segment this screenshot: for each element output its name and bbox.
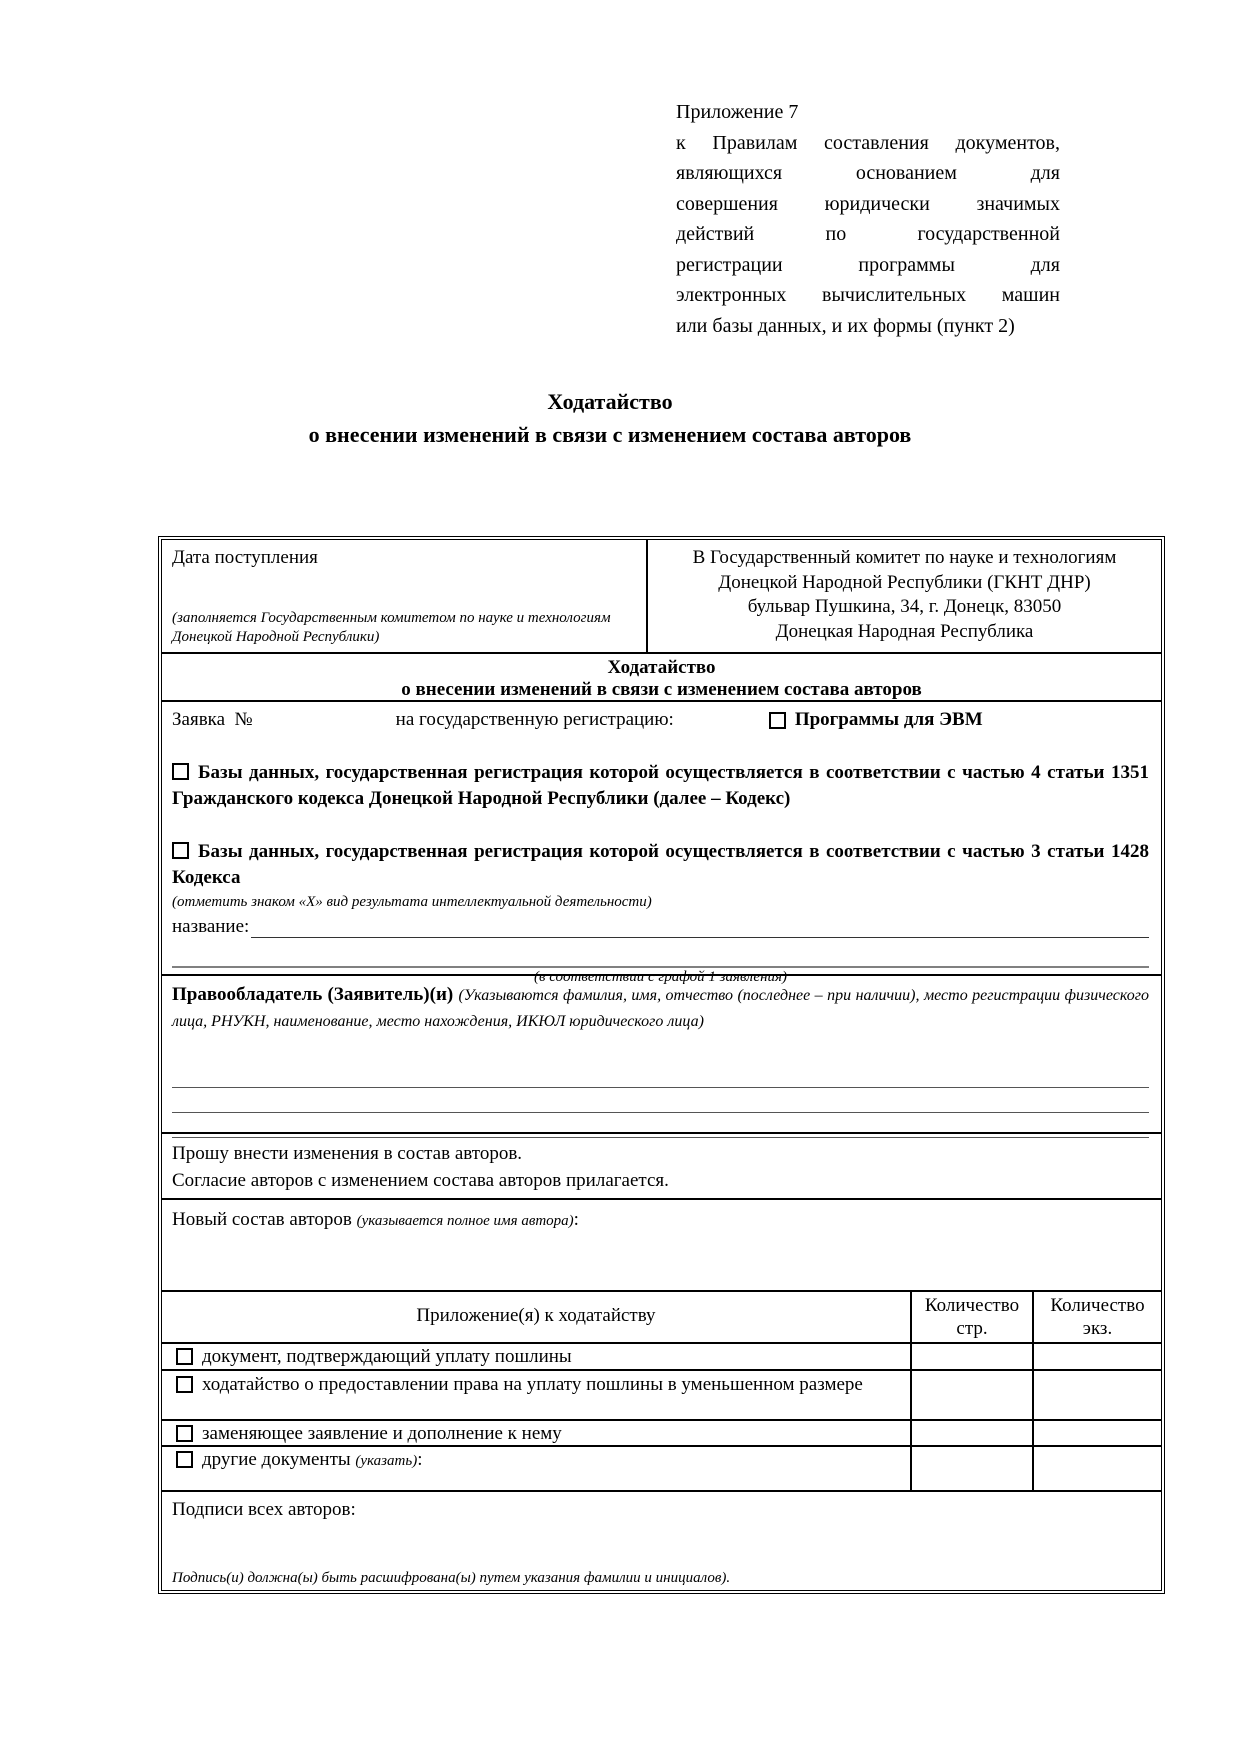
work-name-input-line-2[interactable]	[172, 938, 1149, 968]
evm-option-label: Программы для ЭВМ	[794, 709, 983, 730]
attachment-row	[162, 1369, 1161, 1419]
application-number-line	[172, 709, 1149, 731]
attachments-title: Приложение(я) к ходатайству	[416, 1305, 656, 1326]
rightholder-label: Правообладатель (Заявитель)(и)	[172, 984, 454, 1005]
db-option-1	[172, 760, 1149, 812]
new-authors-colon: :	[573, 1209, 579, 1230]
attachment-row	[162, 1445, 1161, 1490]
annex-header-line: электронных вычислительных машин	[676, 284, 1060, 306]
annex-header-line: совершения юридически значимых	[676, 192, 1060, 215]
document-title-line1: Ходатайство	[547, 389, 673, 414]
work-name-label: название:	[172, 916, 250, 937]
petition-form-table	[158, 536, 1165, 1594]
row-new-authors[interactable]	[162, 1198, 1161, 1290]
document-title	[100, 385, 1120, 451]
evm-option	[769, 709, 983, 731]
row-request	[162, 1132, 1161, 1198]
date-received-label: Дата поступления	[172, 547, 318, 568]
attachment-1-checkbox[interactable]	[176, 1348, 193, 1365]
db-option-2	[172, 839, 1149, 891]
annex-header-line: являющихся основанием для	[676, 162, 1060, 184]
attachment-3-copies-cell[interactable]	[1032, 1421, 1161, 1445]
inner-title-line2: о внесении изменений в связи с изменением состава авторов	[401, 679, 922, 700]
addressee-line: В Государственный комитет по науке и технологиям	[692, 547, 1117, 568]
date-received-note: (заполняется Государственным комитетом по науке и технологиям Донецкой Народной Республики)	[172, 610, 611, 645]
row-date-addressee	[162, 540, 1161, 652]
signatures-label: Подписи всех авторов:	[172, 1499, 356, 1520]
annex-header-line: Приложение 7	[676, 101, 799, 123]
db-option-2-label: Базы данных, государственная регистрация которой осуществляется в соответствии с частью 3 статьи 1428 Кодекса	[172, 841, 1149, 888]
attachment-3-label: заменяющее заявление и дополнение к нему	[202, 1423, 562, 1444]
attachment-2-copies-cell[interactable]	[1032, 1371, 1161, 1419]
mark-instruction-note: (отметить знаком «Х» вид результата интеллектуальной деятельности)	[172, 894, 652, 910]
work-name-line	[172, 912, 1149, 938]
annex-header-line: к Правилам составления документов,	[676, 131, 1060, 154]
attachment-other-copies-cell[interactable]	[1032, 1447, 1161, 1490]
rightholder-note: (Указываются фамилия, имя, отчество (последнее – при наличии), место регистрации физического лица, РНУКН, наименование, место нахождения, ИКЮЛ юридического лица)	[172, 987, 1149, 1030]
row-rightholder	[162, 974, 1161, 1132]
row-signatures[interactable]	[162, 1490, 1161, 1590]
annex-header-line: действий по государственной	[676, 223, 1060, 245]
new-authors-note: (указывается полное имя автора)	[356, 1213, 574, 1229]
attachments-header	[162, 1292, 1161, 1342]
db-option-2-checkbox[interactable]	[172, 842, 189, 859]
new-authors-label: Новый состав авторов	[172, 1209, 352, 1230]
annex-header	[676, 97, 1060, 341]
attachment-other-note: (указать)	[355, 1453, 418, 1469]
request-line-2: Согласие авторов с изменением состава авторов прилагается.	[172, 1170, 669, 1191]
attachment-3-pages-cell[interactable]	[910, 1421, 1032, 1445]
attachment-other-pages-cell[interactable]	[910, 1447, 1032, 1490]
attachments-col-pages: Количество стр.	[910, 1292, 1032, 1342]
attachment-other-colon: :	[417, 1449, 423, 1470]
annex-header-line: или базы данных, и их формы (пункт 2)	[676, 314, 1015, 337]
signatures-note: Подпись(и) должна(ы) быть расшифрована(ы) путем указания фамилии и инициалов).	[172, 1570, 731, 1586]
state-registration-label: на государственную регистрацию:	[395, 709, 674, 730]
attachments-table	[162, 1290, 1161, 1490]
rightholder-input-line-2[interactable]	[172, 1088, 1149, 1113]
addressee-line: бульвар Пушкина, 34, г. Донецк, 83050	[747, 596, 1062, 617]
date-received-cell[interactable]	[162, 540, 648, 652]
attachment-row	[162, 1342, 1161, 1369]
addressee-line: Донецкая Народная Республика	[775, 620, 1034, 642]
db-option-1-checkbox[interactable]	[172, 763, 189, 780]
addressee-cell	[648, 540, 1161, 652]
request-line-1: Прошу внести изменения в состав авторов.	[172, 1143, 523, 1164]
attachment-3-checkbox[interactable]	[176, 1425, 193, 1442]
application-number-label[interactable]: Заявка №	[172, 709, 253, 730]
work-name-input-line[interactable]	[251, 912, 1149, 938]
evm-checkbox[interactable]	[769, 712, 786, 729]
attachment-2-checkbox[interactable]	[176, 1376, 193, 1393]
attachment-1-copies-cell[interactable]	[1032, 1344, 1161, 1369]
attachment-other-label: другие документы	[202, 1449, 351, 1470]
work-name-note: (в соответствии с графой 1 заявления)	[534, 969, 787, 985]
attachment-1-pages-cell[interactable]	[910, 1344, 1032, 1369]
attachment-1-label: документ, подтверждающий уплату пошлины	[202, 1346, 572, 1367]
inner-title-cell	[162, 652, 1161, 700]
attachment-row	[162, 1419, 1161, 1445]
document-title-line2: о внесении изменений в связи с изменением состава авторов	[308, 422, 912, 447]
addressee-line: Донецкой Народной Республики (ГКНТ ДНР)	[718, 571, 1091, 593]
rightholder-input-line-1[interactable]	[172, 1063, 1149, 1088]
annex-header-line: регистрации программы для	[676, 253, 1060, 276]
attachments-col-copies: Количество экз.	[1032, 1292, 1161, 1342]
attachment-other-checkbox[interactable]	[176, 1451, 193, 1468]
db-option-1-label: Базы данных, государственная регистрация которой осуществляется в соответствии с частью 4 статьи 1351 Гражданского кодекса Донецкой Народной Республики (далее – Кодекс)	[172, 762, 1149, 809]
attachment-2-pages-cell[interactable]	[910, 1371, 1032, 1419]
row-application-type	[162, 700, 1161, 985]
inner-title-line1: Ходатайство	[607, 657, 716, 678]
attachment-2-label: ходатайство о предоставлении права на уплату пошлины в уменьшенном размере	[202, 1374, 863, 1395]
